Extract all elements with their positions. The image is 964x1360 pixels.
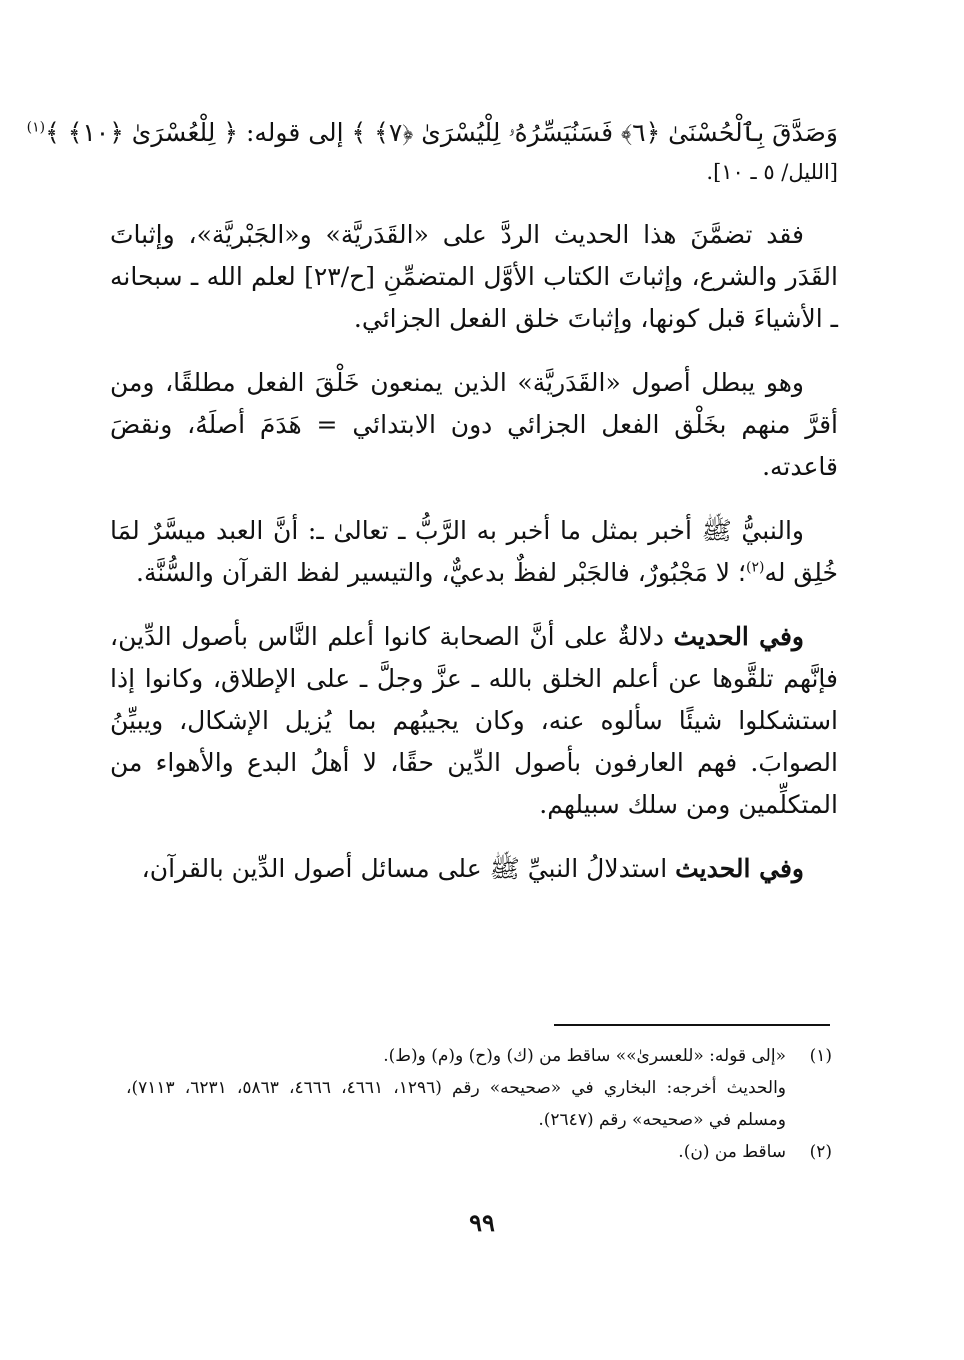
footnote-1-text: «إلى قوله: «للعسرىٰ»» ساقط من (ك) و(ح) و(م) و(ط).: [383, 1046, 786, 1066]
footnote-separator: [554, 1024, 830, 1026]
footnote-marker-1: (١): [26, 119, 46, 136]
paragraph-3: [110, 510, 838, 594]
paragraph-2: وهو يبطل أصول «القَدَريَّة» الذين يمنعون خَلْقَ الفعل مطلقًا، ومن أقرَّ منهم بخَلْق الفعل الجزائي دون الابتدائي = هَدَمَ أصلَهُ، ونقضَ قاعدته.: [110, 368, 838, 481]
page-number: ٩٩: [469, 1208, 495, 1237]
paragraph-4-body: دلالةٌ على أنَّ الصحابة كانوا أعلم النَّاس بأصول الدِّين، فإنَّهم تلقَّوها عن أعلم الخلق بالله ـ عزَّ وجلَّ ـ على الإطلاق، وكانوا إذا استشكلوا شيئًا سألوه عنه، وكان يجيبُهم بما يُزيل الإشكال، ويبيِّنُ الصوابَ. فهم العارفون بأصول الدِّين حقًا، لا أهلُ البدع والأهواء من المتكلِّمين ومن سلك سبيلهم.: [110, 622, 838, 819]
footnote-1-number: (١): [809, 1046, 832, 1066]
footnote-2-number: (٢): [809, 1142, 832, 1162]
main-text: [26, 112, 838, 912]
quran-verse: [26, 112, 838, 154]
verse-text: وَصَدَّقَ بِٱلْحُسْنَىٰ ﴿٦﴾ فَسَنُيَسِّرُهُۥ لِلْيُسْرَىٰ ﴿٧﴾ ﴾ إلى قوله: ﴿ لِلْعُسْرَىٰ ﴿١٠﴾ ﴾: [45, 118, 838, 147]
footnotes: [126, 1040, 832, 1168]
paragraph-5: [110, 848, 838, 890]
paragraph-4-lead: وفي الحديث: [673, 622, 804, 651]
verse-reference: [الليل/ ٥ ـ ١٠].: [706, 160, 838, 184]
paragraph-4: [110, 616, 838, 826]
paragraph-1: فقد تضمَّنَ هذا الحديث الردَّ على «القَدَريَّة» و«الجَبْريَّة»، وإثباتَ القَدَر والشرع، وإثباتَ الكتاب الأوَّل المتضمِّنِ [ح/٢٣] لعلم الله ـ سبحانه ـ الأشياءَ قبل كونها، وإثباتَ خلق الفعل الجزائي.: [110, 220, 838, 333]
footnote-marker-2: (٢): [745, 559, 765, 576]
paragraph-3-end: ؛ لا مَجْبُورٌ، فالجَبْر لفظٌ بدعيٌّ، والتيسير لفظ القرآن والسُّنَّة.: [136, 558, 746, 587]
paragraph-5-body: استدلالُ النبيِّ ﷺ على مسائل أصول الدِّين بالقرآن،: [141, 854, 676, 883]
paragraph-3-start: والنبيُّ ﷺ أخبر بمثل ما أخبر به الرَّبُّ ـ تعالىٰ ـ: أنَّ العبد ميسَّرٌ لمَا خُلِق له: [110, 516, 838, 587]
footnote-1: [126, 1040, 832, 1072]
paragraph-5-lead: وفي الحديث: [675, 854, 804, 883]
footnote-2: [126, 1136, 832, 1168]
footnote-2-text: ساقط من (ن).: [678, 1142, 786, 1162]
footnote-1-continuation: والحديث أخرجه: البخاري في «صحيحه» رقم (١٢٩٦، ٤٦٦١، ٤٦٦٦، ٥٨٦٣، ٦٢٣١، ٧١١٣)، ومسلم في «صحيحه» رقم (٢٦٤٧).: [126, 1078, 787, 1130]
